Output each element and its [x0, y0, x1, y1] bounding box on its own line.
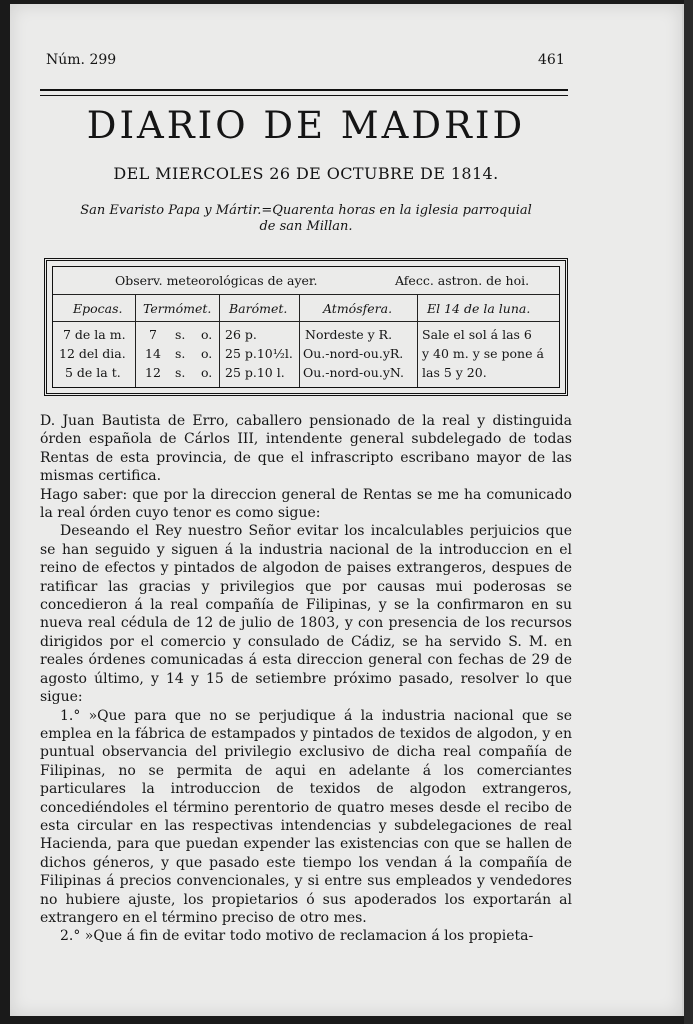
row2-atmosfera: Ou.-nord-ou.yR.: [303, 346, 404, 361]
row2-astro: y 40 m. y se pone á: [422, 346, 544, 361]
col-astro: El 14 de la luna.: [427, 301, 531, 316]
col-atmosfera: Atmósfera.: [323, 301, 393, 316]
row2-epoca: 12 del dia.: [59, 346, 126, 361]
page-edge-shadow: [684, 0, 693, 1024]
saint-of-day: [40, 203, 572, 235]
header-rule: [40, 89, 568, 96]
row2-termo: 14: [145, 346, 161, 361]
heading-divider: [53, 294, 559, 295]
row1-termo-s: s.: [175, 327, 186, 342]
paragraph-deseando: Deseando el Rey nuestro Señor evitar los incalculables perjuicios que se han seguido y siguen á la industria nacional de la introduccion en el reino de efectos y pintados de algodon de paises extrangeros, despues de ratificar las gracias y privilegios que por causas mui poderosas se concedieron á la real compañía de Filipinas, y se la confirmaron en su nueva real cédula de 12 de julio de 1803, y con presencia de los recursos dirigidos por el comercio y consulado de Cádiz, se ha servido S. M. en reales órdenes comunicadas á esta direccion general con fechas de 29 de agosto último, y 14 y 15 de setiembre próximo pasado, resolver lo que sigue:: [40, 523, 572, 706]
col-divider-1: [135, 294, 136, 387]
weather-table: [44, 258, 568, 396]
row2-barometro: 25 p.10½l.: [225, 346, 293, 361]
row3-epoca: 5 de la t.: [65, 365, 121, 380]
column-header-divider: [53, 321, 559, 322]
row3-barometro: 25 p.10 l.: [225, 365, 285, 380]
right-heading: Afecc. astron. de hoi.: [395, 273, 530, 288]
row1-astro: Sale el sol á las 6: [422, 327, 532, 342]
row2-termo-o: o.: [201, 346, 213, 361]
col-epocas: Epocas.: [73, 301, 123, 316]
paragraph-hago-saber: Hago saber: que por la direccion general de Rentas se me ha comunicado la real órden cuyo tenor es como sigue:: [40, 486, 572, 522]
paragraph-intro: D. Juan Bautista de Erro, caballero pensionado de la real y distinguida órden española de Cárlos III, intendente general subdelegado de todas Rentas de esta provincia, de que el infrascripto escribano mayor de las mismas certifica.: [40, 413, 572, 485]
row1-termo: 7: [149, 327, 157, 342]
date-line: DEL MIERCOLES 26 DE OCTUBRE DE 1814.: [113, 164, 499, 183]
col-divider-4: [417, 294, 418, 387]
saint-line-1: San Evaristo Papa y Mártir.=Quarenta horas en la iglesia parroquial: [80, 203, 532, 218]
col-termometro: Termómet.: [143, 301, 212, 316]
row2-termo-s: s.: [175, 346, 186, 361]
col-divider-3: [299, 294, 300, 387]
left-heading: Observ. meteorológicas de ayer.: [115, 273, 318, 288]
page-number: 461: [538, 52, 565, 68]
masthead-title: DIARIO DE MADRID: [86, 104, 526, 147]
saint-line-2: de san Millan.: [259, 219, 353, 234]
row3-astro: las 5 y 20.: [422, 365, 487, 380]
row3-atmosfera: Ou.-nord-ou.yN.: [303, 365, 404, 380]
row3-termo: 12: [145, 365, 161, 380]
row1-termo-o: o.: [201, 327, 213, 342]
article-body: [40, 412, 572, 946]
row1-epoca: 7 de la m.: [63, 327, 126, 342]
row3-termo-s: s.: [175, 365, 186, 380]
issue-number: Núm. 299: [46, 52, 117, 68]
row1-atmosfera: Nordeste y R.: [305, 327, 393, 342]
col-divider-2: [219, 294, 220, 387]
col-barometro: Barómet.: [229, 301, 288, 316]
paragraph-article-2: 2.° »Que á fin de evitar todo motivo de reclamacion á los propieta-: [60, 928, 534, 945]
weather-table-inner: [52, 266, 560, 388]
row1-barometro: 26 p.: [225, 327, 257, 342]
paragraph-article-1: 1.° »Que para que no se perjudique á la industria nacional que se emplea en la fábrica de estampados y pintados de texidos de algodon, y en puntual observancia del privilegio exclusivo de dicha real compañía de Filipinas, no se permita de aqui en adelante á los comerciantes particulares la introduccion de texidos de algodon extrangeros, concediéndoles el término perentorio de quatro meses desde el recibo de esta circular en las respectivas intendencias y subdelegaciones de real Hacienda, para que puedan expender las existencias con que se hallen de dichos géneros, y que pasado este tiempo los vendan á la compañía de Filipinas á precios convencionales, y si entre sus empleados y vendedores no hubiere ajuste, los propietarios ó sus apoderados los exportarán al extrangero en el término preciso de otro mes.: [40, 707, 572, 926]
row3-termo-o: o.: [201, 365, 213, 380]
